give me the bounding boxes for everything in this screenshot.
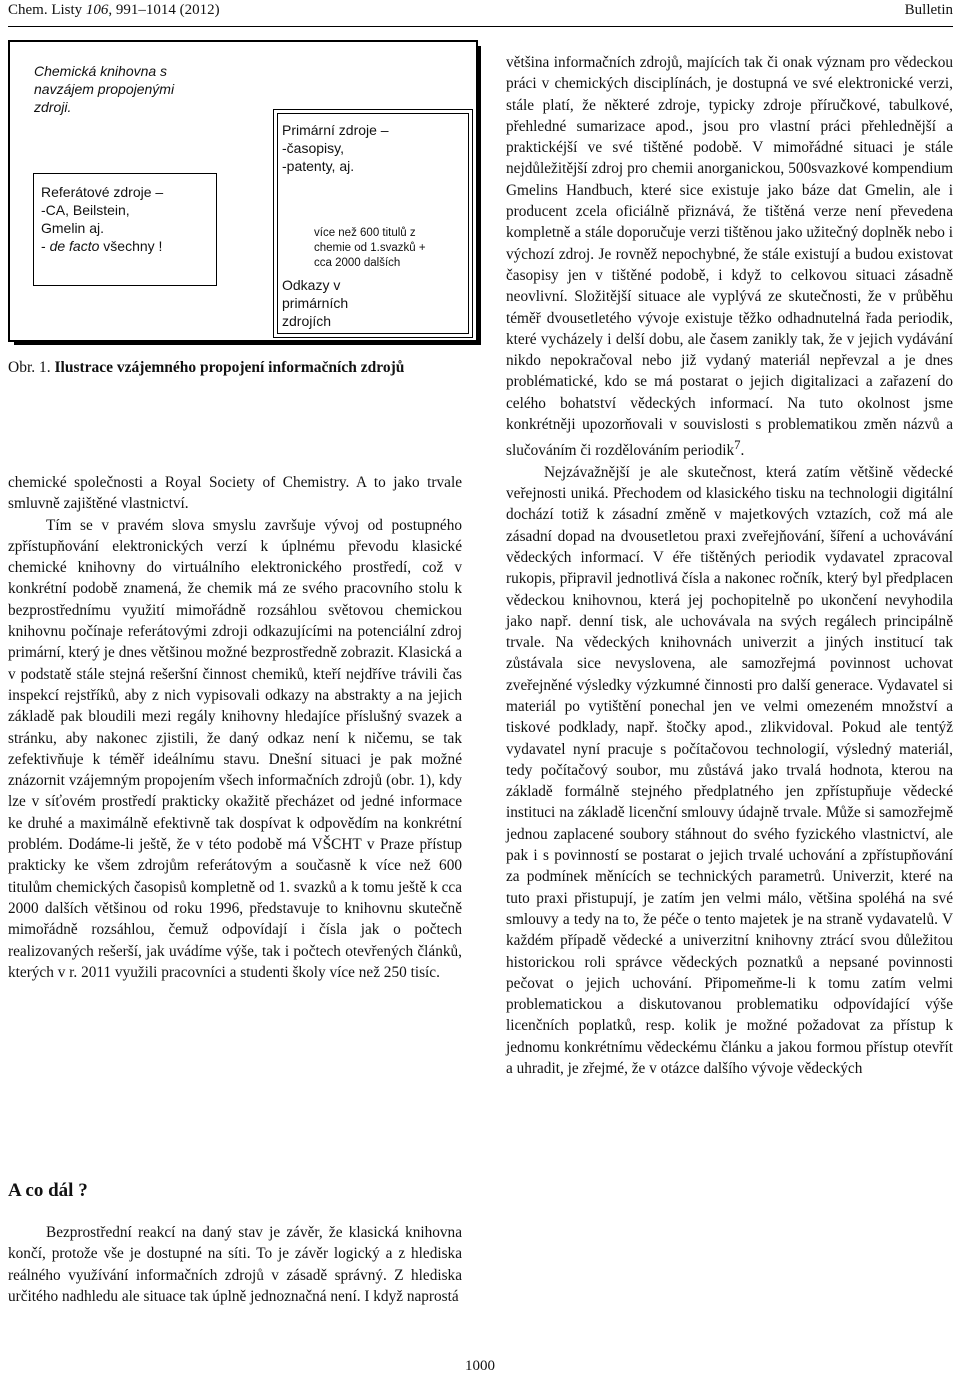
journal-pages: , 991–1014 (2012) (108, 2, 220, 18)
section-heading: A co dál ? (8, 1180, 88, 1201)
figure-caption (8, 359, 478, 377)
section-name: Bulletin (904, 2, 953, 18)
primary-line: Primární zdroje – (282, 122, 389, 138)
primary-line: -patenty, aj. (282, 158, 355, 174)
library-label-line: navzájem propojenými (34, 81, 175, 97)
links-label (282, 276, 462, 330)
paragraph: chemické společnosti a Royal Society of Chemistry. A to jako trvale smluvně zajištěné vlastnictví. (8, 474, 462, 513)
reference-sources-label (41, 183, 211, 255)
reference-sources-box (33, 173, 217, 286)
paragraph-text: většina informačních zdrojů, majících tak či onak význam pro vědeckou práci v chemických disciplínách, je dostupná ve své elektronické verzi, stále platí, že některé zdroje, typicky zdroje příručkové, tabulkové, přehledné sumarizace apod., jsou pro vlastní práci přehlednější a praktickéjší ve své tištěné podobě. V mimořádné situaci je stále nejdůležitější zdroj pro chemii anorganickou, 500svazkové kompendium Gmelins Handbuch, které sice existuje jako báze dat Gmelin, ale i producent zcela oficiálně přiznává, že tištěná verze není převedena kompletně a stále doporučuje verzi tištěnou jako užitečný doplněk nebo i výchozí zdroj. Je rovněž nepochybné, že stále existují a budou existovat časopisy jen v tištěné podobě, i když to celkovou situaci zásadně neovlivní. Složitější situace ale vyplývá ze skutečnosti, že v průběhu téměř dvousetletého vývoje existuje těžko odhadnutelná řada periodik, které vycházely i delší dobu, ale časem zanikly tak, že v jejich vydávání nikdo nepokračoval nebo již vydaný materiál nepřevzal a je dnes problématické, kdo se má postarat o jejich digitalizaci a zařazení do celého bohatství vědeckých informací. Na tuto okolnost jsme konkrétněji upozorňovali v souvislosti s problematikou změn názvů a slučováním či rozdělováním periodik (506, 54, 953, 460)
right-column (506, 52, 953, 1079)
count-line: cca 2000 dalších (314, 257, 401, 269)
left-column-continued (8, 1222, 462, 1307)
library-label-line: zdroji. (34, 99, 72, 115)
reference-line: - de facto všechny ! (41, 238, 163, 254)
reference-line: Referátové zdroje – (41, 184, 164, 200)
journal-name: Chem. Listy (8, 2, 86, 18)
reference-superscript: 7 (734, 438, 741, 453)
links-line: primárních (282, 295, 349, 311)
library-label (34, 62, 214, 116)
library-label-line: Chemická knihovna s (34, 63, 168, 79)
caption-text: Ilustrace vzájemného propojení informačních zdrojů (54, 359, 405, 376)
title-count-note (314, 226, 464, 271)
page-number: 1000 (465, 1358, 495, 1374)
journal-volume: 106 (85, 2, 109, 18)
chemical-library-box (8, 40, 478, 342)
reference-line: -CA, Beilstein, (41, 202, 130, 218)
reference-line: Gmelin aj. (41, 220, 105, 236)
paragraph: Nejzávažnější je ale skutečnost, která zatím většině vědecké veřejnosti uniká. Přechodem od klasického tisku na technologii digitální dochází totiž k zásadní změně v majetkových vztazích, což má ale zásadní dopad na dvousetletou praxi zveřejňování, šíření a uchovávání vědeckých informací. V éře tištěných periodik vydavatel zpracoval rukopis, připravil jednotlivá čísla a nakonec ročník, který byl předplacen vědeckou knihovnou, která jej pochopitelně po ukončení nevyhodila jako např. denní tisk, ale uchovávala na svých regálech principálně trvale. Na vědeckých knihovnách univerzit a jiných institucí tak zůstávala sice nevyslovena, ale samozřejmá povinnost uchovat zveřejněné výsledky výzkumné činnosti pro další generace. Vydavatel si materiál po vytištění ponechal jen ve velmi omezeném množství a tiskové podklady, např. štočky apod., zlikvidoval. Pokud ale tentýž vydavatel nyní pracuje s počítačovou technologií, výsledný materiál, tedy počítačový soubor, mu zůstává jako trvalá hodnota, kterou na základě formálně stejného předplatného jen zpřístupňuje vědecké instituci na základě licenční smlouvy údajně trvale. Může si samozřejmě jednou zaplacené soubory stáhnout do svého fyzického vlastnictví, ale pak i s povinností se postarat o jejich trvalé uchování a zpřístupňování za podmínek měnících se technických parametrů. Univerzit, které na tuto praxi přistupují, je zatím jen velmi málo, většina spoléhá na své smlouvy a tedy na to, že péče o tento majetek je na straně vydavatelů. V každém případě vědecké a univerzitní knihovny ztrácí svou důležitou historickou roli správce vědeckých poznatků a nepsané povinnosti pečovat o jejich uchování. Připomeňme-li k tomu zatím velmi problematickou a diskutovanou problematiku odpovídající výše licenčních poplatků, resp. kolik je možné požadovat za přístup k jednomu konkrétnímu vědeckému článku a jakou formou přístup otevřít a uhradit, je zřejmé, že v otázce dalšího vývoje vědeckých (506, 463, 953, 1078)
primary-line: -časopisy, (282, 140, 344, 156)
paragraph-end: . (740, 442, 745, 460)
count-line: chemie od 1.svazků + (314, 242, 426, 254)
running-header (8, 0, 953, 27)
primary-sources-box (273, 109, 473, 338)
links-line: Odkazy v (282, 277, 341, 293)
links-line: zdrojích (282, 313, 332, 329)
primary-sources-label (282, 121, 462, 175)
paragraph: Tím se v pravém slova smyslu završuje vývoj od postupného zpřístupňování elektronických verzí k úplnému převodu klasické chemické knihovny do virtuálního elektronického prostředí, což v konkrétní podobě znamená, že chemik má ze svého pracovního stolu k bezprostřednímu využití mimořádně rozsáhlou světovou chemickou knihovnu počínaje referátovými zdroji odkazujícími na potenciální zdroj primární, který je dnes většinou možné bezprostředně zobrazit. Klasická a v podstatě stále stejná rešeršní činnost chemiků, kteří nejdříve trávili čas inspekcí rejstříků, aby z nich vypisovali odkazy na abstrakty a na jejich základě pak bloudili mezi regály knihovny hledajíce příslušný svazek a stránku, aby nakonec zjistili, že daný odkaz není k ničemu, se tak zefektivňuje k téměř ideálnímu stavu. Dnešní situaci je pak možné znázornit vzájemným propojením všech informačních zdrojů (obr. 1), kdy lze v síťovém prostředí prakticky okažitě přecházet od jedné informace ke druhé a maximálně efektivně tak dospívat k odpovědím na konkrétní problém. Dodáme-li ještě, že v této podobě má VŠCHT v Praze přístup prakticky ke všem zdrojům referátovým a současně k více než 600 titulům chemických časopisů kompletně od 1. svazků a k tomu ještě k cca 2000 dalších většinou od roku 1996, představuje to knihovnu skutečně mimořádně rozsáhlou, čemuž odpovídají i čísla jak o počtech realizovaných rešerší, jak uvádíme výše, tak i počtech otevřených článků, kterých v r. 2011 využili pracovníci a studenti školy více než 250 tisíc. (8, 516, 462, 981)
left-column (8, 472, 462, 983)
caption-label: Obr. 1. (8, 359, 51, 376)
count-line: více než 600 titulů z (314, 227, 416, 239)
paragraph: Bezprostřední reakcí na daný stav je závěr, že klasická knihovna končí, protože vše je dostupné na síti. To je závěr logický a z hlediska reálného využívání informačních zdrojů v zásadě správný. Z hlediska určitého nadhledu ale situace tak úplně jednoznačná není. I když naprostá (8, 1224, 462, 1305)
primary-sources-inner-box (277, 113, 469, 334)
figure-1 (8, 40, 481, 345)
journal-citation (8, 2, 220, 19)
paragraph (506, 52, 953, 462)
